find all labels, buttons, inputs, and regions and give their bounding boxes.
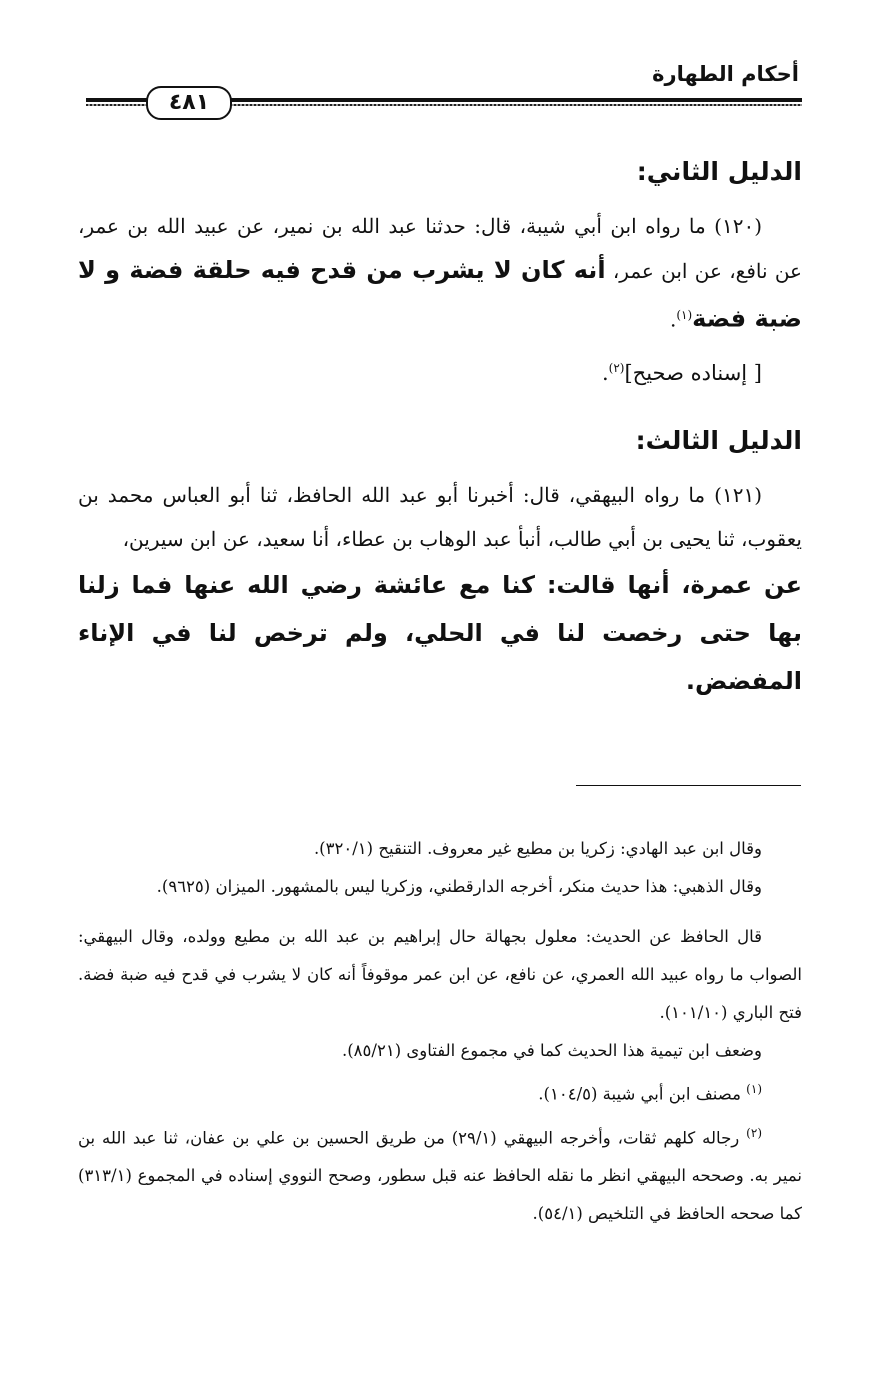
footnote-line: وقال ابن عبد الهادي: زكريا بن مطيع غير معروف. التنقيح (٣٢٠/١). <box>313 839 762 858</box>
footnote-ref-2[interactable]: (٢) <box>608 360 625 375</box>
hadith-120: (١٢٠) ما رواه ابن أبي شيبة، قال: حدثنا عبد الله بن نمير، عن عبيد الله بن عمر، عن نافع، عن ابن عمر، أنه كان لا يشرب من قدح فيه حلقة فضة و لا ضبة فضة$^{(١)}$. <box>78 214 802 333</box>
footnote-2-number: (٢) <box>746 1125 762 1140</box>
footnote-2-text: رجاله كلهم ثقات، وأخرجه البيهقي (٢٩/١) من طريق الحسين بن علي بن عفان، ثنا عبد الله بن نمير به. وصححه البيهقي انظر ما نقله الحافظ عنه قبل سطور، وصحح النووي إسناده في المجموع (٣١٣/١) كما صححه الحافظ في التلخيص (٥٤/١). <box>78 1128 802 1223</box>
footnotes <box>78 830 802 1233</box>
running-header-title: أحكام الطهارة <box>652 62 799 86</box>
footnote-line: وضعف ابن تيمية هذا الحديث كما في مجموع الفتاوى (٨٥/٢١). <box>341 1041 762 1060</box>
hadith-120-matn: أنه كان لا يشرب من قدح فيه حلقة فضة و لا ضبة فضة <box>78 256 802 333</box>
footnote-ref-1[interactable]: (١) <box>676 308 693 322</box>
hadith-121-chain: (١٢١) ما رواه البيهقي، قال: أخبرنا أبو عبد الله الحافظ، ثنا أبو العباس محمد بن يعقوب، ثنا يحيى بن أبي طالب، أنبأ عبد الوهاب بن عطاء، أنا سعيد، عن ابن سيرين، <box>78 482 802 551</box>
footnote-line: وقال الذهبي: هذا حديث منكر، أخرجه الدارقطني، وزكريا ليس بالمشهور. الميزان (٩٦٢٥). <box>156 877 762 896</box>
footnote-2 <box>78 1114 802 1234</box>
section-heading-second-evidence: الدليل الثاني: <box>636 157 802 186</box>
hadith-120-chain: (١٢٠) ما رواه ابن أبي شيبة، قال: حدثنا عبد الله بن نمير، عن عبيد الله بن عمر، عن نافع، عن ابن عمر، <box>78 214 802 283</box>
grading-text: [ إسناده صحيح] <box>624 360 762 385</box>
page-number-badge: ٤٨١ <box>146 86 232 120</box>
footnote-1-number: (١) <box>746 1082 762 1096</box>
footnote-separator <box>576 785 801 786</box>
hadith-120-grading: [ إسناده صحيح]$^{(٢)}$. <box>601 360 762 385</box>
hadith-121-matn: عن عمرة، أنها قالت: كنا مع عائشة رضي الله عنها فما زلنا بها حتى رخصت لنا في الحلي، ولم ترخص لنا في الإناء المفضض. <box>78 570 802 695</box>
footnote-line: قال الحافظ عن الحديث: معلول بجهالة حال إبراهيم بن عبد الله بن مطيع وولده، وقال البيهقي: الصواب ما رواه عبيد الله العمري، عن نافع، عن ابن عمر موقوفاً أنه كان لا يشرب في قدح فيه ضبة فضة. فتح الباري (١٠١/١٠). <box>78 927 802 1022</box>
section-heading-third-evidence: الدليل الثالث: <box>635 425 802 455</box>
footnote-1 <box>78 1070 802 1114</box>
main-text <box>78 152 802 705</box>
footnote-1-text: مصنف ابن أبي شيبة (١٠٤/٥). <box>538 1084 747 1104</box>
